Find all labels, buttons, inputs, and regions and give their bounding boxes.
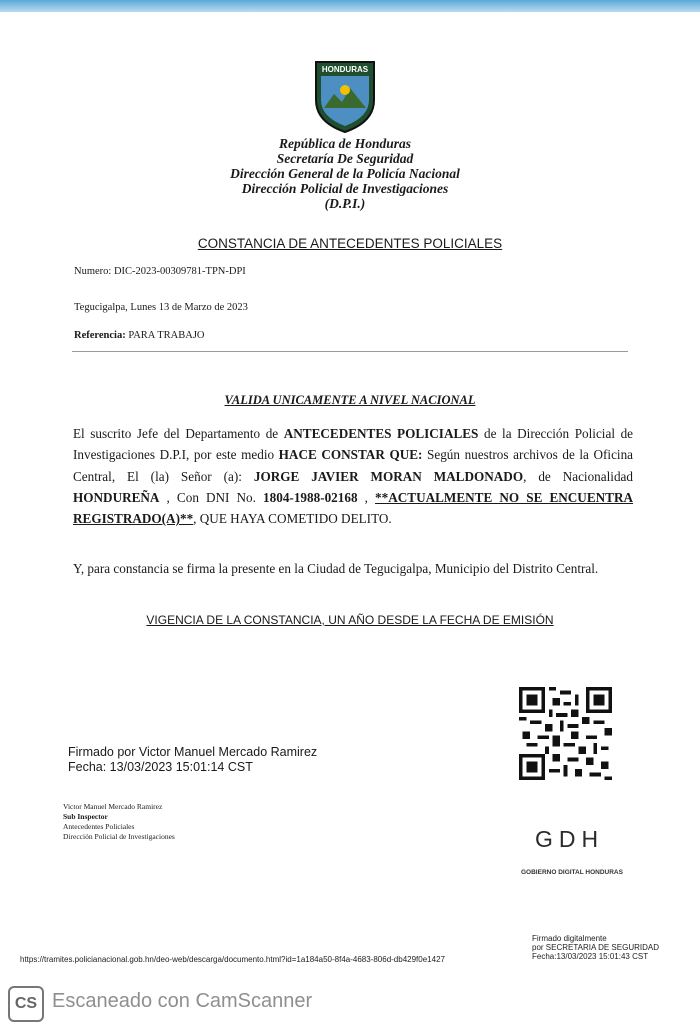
reference [74, 330, 204, 341]
body-text-7: , QUE HAYA COMETIDO DELITO. [193, 511, 392, 527]
signature-stamp [68, 745, 317, 775]
validity-period: VIGENCIA DE LA CONSTANCIA, UN AÑO DESDE LA FECHA DE EMISIÓN [146, 613, 554, 627]
body-text-2: de la Dirección Policial de Investigaciones D.P.I, por este medio [73, 426, 634, 463]
person-name: JORGE JAVIER MORAN MALDONADO [253, 468, 524, 484]
body-text-6: , [364, 489, 368, 505]
signer-rank: Sub Inspector [63, 812, 108, 821]
numero-value: DIC-2023-00309781-TPN-DPI [113, 266, 246, 277]
header-line-1: República de Honduras [278, 136, 411, 151]
camscanner-label: Escaneado con CamScanner [52, 990, 313, 1012]
referencia-value: PARA TRABAJO [128, 330, 205, 341]
signer-unit-2: Dirección Policial de Investigaciones [63, 832, 175, 841]
digital-line-2: por SECRETARIA DE SEGURIDAD [532, 943, 659, 952]
referencia-label: Referencia: [74, 330, 126, 341]
signature-date: Fecha: 13/03/2023 15:01:14 CST [68, 760, 253, 774]
signer-name: Victor Manuel Mercado Ramirez [63, 802, 163, 811]
digital-line-1: Firmado digitalmente [532, 934, 607, 943]
institution-header [150, 136, 540, 211]
police-shield-icon [312, 56, 378, 134]
header-line-3: Dirección General de la Policía Nacional [230, 166, 460, 181]
dni-number: 1804-1988-02168 [263, 489, 358, 505]
body-paragraph [73, 423, 633, 529]
header-line-5: (D.P.I.) [324, 196, 366, 211]
signed-by: Firmado por Victor Manuel Mercado Ramirez [68, 745, 318, 759]
body-text-1: El suscrito Jefe del Departamento de [73, 426, 279, 441]
nationality: HONDUREÑA [73, 489, 160, 505]
verification-url[interactable]: https://tramites.policianacional.gob.hn/deo-web/descarga/documento.html?id=1a184a50-8f4a-4683-806d-db429f0e1427 [20, 955, 445, 964]
qr-code[interactable] [519, 687, 612, 780]
hace-constar: HACE CONSTAR QUE: [278, 447, 423, 463]
body-text-5: , Con DNI No. [166, 489, 256, 505]
digital-signature-stamp [532, 934, 659, 961]
place-date: Tegucigalpa, Lunes 13 de Marzo de 2023 [74, 302, 248, 313]
gdh-caption: GOBIERNO DIGITAL HONDURAS [521, 869, 623, 876]
document-title: CONSTANCIA DE ANTECEDENTES POLICIALES [197, 236, 503, 251]
document-number [74, 266, 246, 277]
digital-line-3: Fecha:13/03/2023 15:01:43 CST [532, 952, 649, 961]
divider [72, 351, 628, 352]
department-name: ANTECEDENTES POLICIALES [283, 426, 479, 441]
gdh-logo: GDH [535, 826, 605, 852]
signer-unit-1: Antecedentes Policiales [63, 822, 135, 831]
top-color-band [0, 0, 700, 12]
numero-label: Numero: [74, 266, 112, 277]
body-text-3: Según nuestros archivos de la Oficina Central, El (la) Señor (a): [73, 447, 634, 484]
validity-note: VALIDA UNICAMENTE A NIVEL NACIONAL [224, 393, 476, 407]
header-line-4: Dirección Policial de Investigaciones [241, 181, 449, 196]
header-line-2: Secretaría De Seguridad [276, 151, 414, 166]
closing-paragraph: Y, para constancia se firma la presente en la Ciudad de Tegucigalpa, Municipio del Distrito Central. [73, 561, 599, 576]
record-status: **ACTUALMENTE NO SE ENCUENTRA REGISTRADO(A)** [73, 489, 633, 527]
body-text-4: , de Nacionalidad [523, 468, 633, 484]
camscanner-icon: CS [8, 986, 44, 1022]
signer-details [63, 802, 175, 842]
emblem-text: HONDURAS [321, 65, 369, 74]
